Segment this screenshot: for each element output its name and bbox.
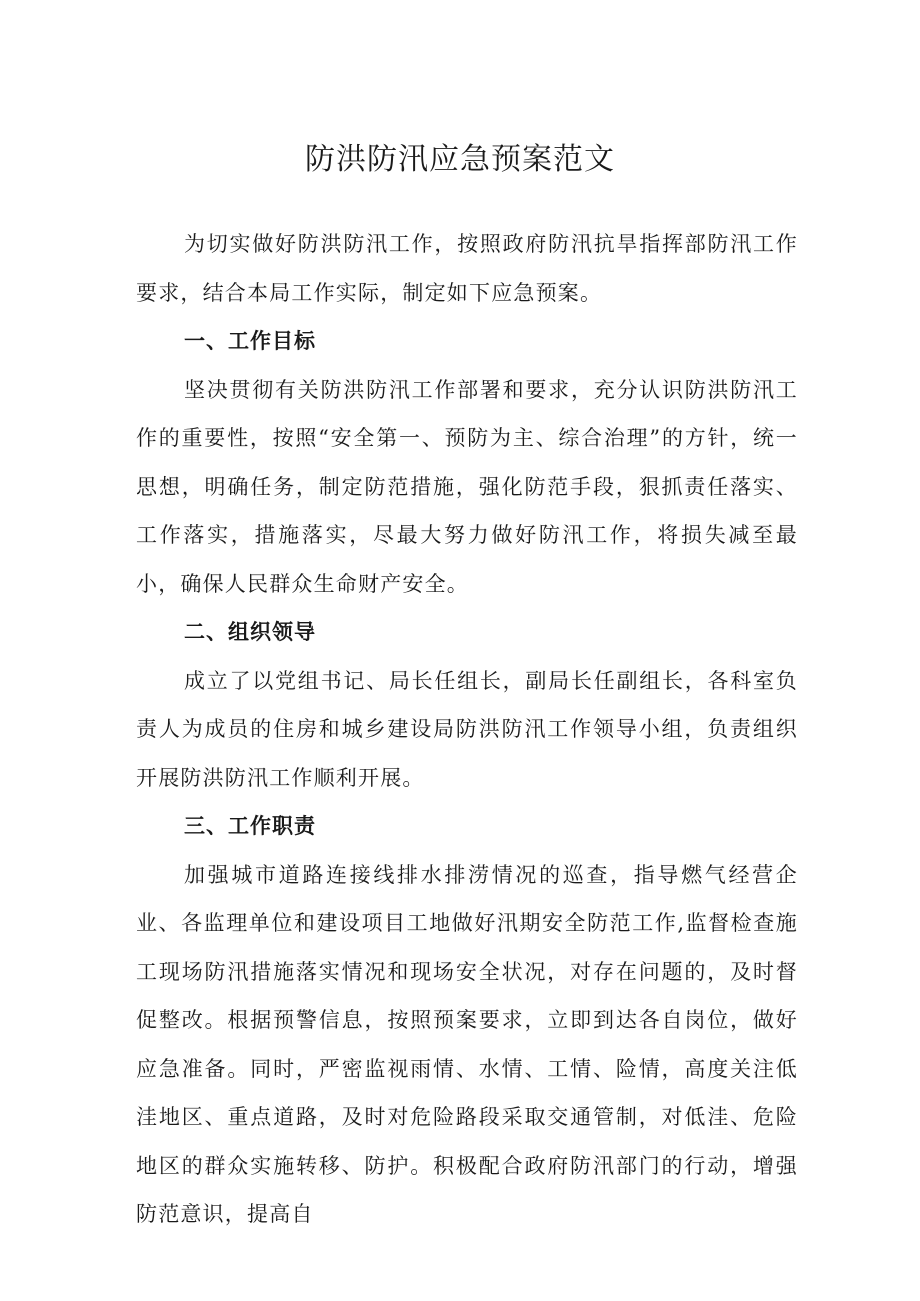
section-heading-leadership: 二、组织领导 bbox=[184, 620, 316, 644]
section-heading-duties: 三、工作职责 bbox=[184, 814, 316, 838]
intro-paragraph: 为切实做好防洪防汛工作，按照政府防汛抗旱指挥部防汛工作要求，结合本局工作实际，制定如下应急预案。 bbox=[136, 232, 798, 305]
section-heading-goals: 一、工作目标 bbox=[184, 329, 316, 353]
section-text-leadership: 成立了以党组书记、局长任组长，副局长任副组长，各科室负责人为成员的住房和城乡建设局防洪防汛工作领导小组，负责组织开展防洪防汛工作顺利开展。 bbox=[136, 668, 798, 790]
section-text-goals: 坚决贯彻有关防洪防汛工作部署和要求，充分认识防洪防汛工作的重要性，按照“安全第一、预防为主、综合治理”的方针，统一思想，明确任务，制定防范措施，强化防范手段，狠抓责任落实、工作落实，措施落实，尽最大努力做好防汛工作，将损失减至最小，确保人民群众生命财产安全。 bbox=[136, 377, 798, 596]
document-body bbox=[136, 220, 798, 1239]
section-text-duties: 加强城市道路连接线排水排涝情况的巡查，指导燃气经营企业、各监理单位和建设项目工地做好汛期安全防范工作,监督检查施工现场防汛措施落实情况和现场安全状况，对存在问题的，及时督促整改。根据预警信息，按照预案要求，立即到达各自岗位，做好应急准备。同时，严密监视雨情、水情、工情、险情，高度关注低洼地区、重点道路，及时对危险路段采取交通管制，对低洼、危险地区的群众实施转移、防护。积极配合政府防汛部门的行动，增强防范意识，提高自 bbox=[136, 862, 798, 1226]
document-title: 防洪防汛应急预案范文 bbox=[305, 142, 615, 177]
